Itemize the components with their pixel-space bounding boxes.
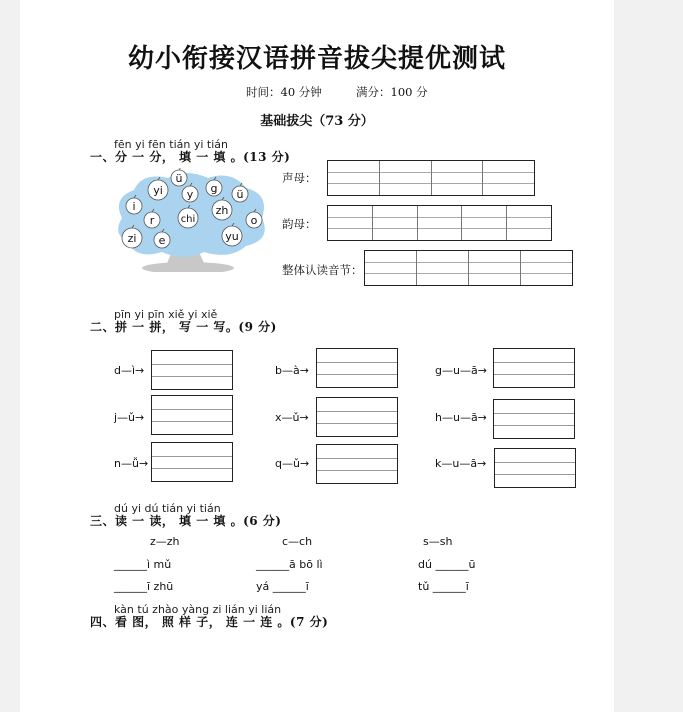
fill-item-4[interactable]: ______ī zhū bbox=[114, 580, 174, 593]
fill-item-5[interactable]: yá ______ī bbox=[256, 580, 309, 593]
whole-syllable-label: 整体认读音节： bbox=[282, 263, 363, 277]
tree-letter: r bbox=[149, 214, 155, 227]
spell-answer-box-9[interactable] bbox=[494, 448, 576, 488]
spell-answer-box-3[interactable] bbox=[493, 348, 575, 388]
spell-item-1: d—ì→ bbox=[114, 364, 145, 377]
spell-answer-box-4[interactable] bbox=[151, 395, 233, 435]
spell-item-3: g—u—ā→ bbox=[435, 364, 487, 377]
pair-c-ch: c—ch bbox=[282, 535, 313, 548]
section-header: 基础拔尖（73 分） bbox=[260, 114, 374, 129]
pair-s-sh: s—sh bbox=[423, 535, 453, 548]
tree-letter: ü bbox=[236, 188, 244, 201]
fill-item-3[interactable]: dú ______ū bbox=[418, 558, 476, 571]
initials-grid[interactable] bbox=[327, 160, 535, 196]
spell-item-5: x—ǔ→ bbox=[275, 411, 309, 424]
whole-syllable-grid[interactable] bbox=[364, 250, 573, 286]
time-label: 时间：40 分钟 bbox=[246, 85, 322, 99]
document-page bbox=[20, 0, 614, 712]
q3-title: 三、读 一 读， 填 一 填 。(6 分) bbox=[90, 514, 282, 528]
pair-z-zh: z—zh bbox=[150, 535, 180, 548]
tree-letter: o bbox=[250, 214, 258, 227]
spell-item-2: b—à→ bbox=[275, 364, 309, 377]
tree-letter: e bbox=[158, 234, 166, 247]
apple-tree-illustration bbox=[112, 168, 272, 272]
tree-letter: yu bbox=[225, 230, 239, 243]
q4-title: 四、看 图， 照 样 子， 连 一 连 。(7 分) bbox=[90, 615, 329, 629]
fill-item-1[interactable]: ______ì mǔ bbox=[114, 558, 172, 571]
fill-item-6[interactable]: tǔ ______ī bbox=[418, 580, 469, 593]
tree-letter: ü bbox=[175, 172, 183, 185]
spell-answer-box-2[interactable] bbox=[316, 348, 398, 388]
finals-label: 韵母： bbox=[282, 217, 317, 231]
q2-title: 二、拼 一 拼， 写 一 写。(9 分) bbox=[90, 320, 277, 334]
fill-item-2[interactable]: ______ā bō lì bbox=[256, 558, 323, 571]
initials-label: 声母： bbox=[282, 171, 317, 185]
q1-title: 一、分 一 分， 填 一 填 。(13 分) bbox=[90, 150, 291, 164]
tree-letter: zh bbox=[215, 204, 229, 217]
spell-answer-box-6[interactable] bbox=[493, 399, 575, 439]
q1-pinyin: fēn yi fēn tián yi tián bbox=[114, 138, 229, 151]
spell-item-9: k—u—ā→ bbox=[435, 457, 487, 470]
tree-letter: y bbox=[186, 188, 194, 201]
tree-letter: chi bbox=[180, 214, 196, 225]
tree-letter: zi bbox=[127, 232, 137, 245]
spell-answer-box-5[interactable] bbox=[316, 397, 398, 437]
score-label: 满分：100 分 bbox=[356, 85, 428, 99]
q4-pinyin: kàn tú zhào yàng zi lián yi lián bbox=[114, 603, 282, 616]
spell-item-8: q—ǔ→ bbox=[275, 457, 310, 470]
spell-item-7: n—ǚ→ bbox=[114, 457, 149, 470]
tree-letter: yi bbox=[153, 184, 163, 197]
q3-pinyin: dú yi dú tián yi tián bbox=[114, 502, 221, 515]
scrollbar[interactable] bbox=[675, 0, 683, 712]
spell-answer-box-8[interactable] bbox=[316, 444, 398, 484]
page-title: 幼小衔接汉语拼音拔尖提优测试 bbox=[127, 44, 506, 74]
finals-grid[interactable] bbox=[327, 205, 552, 241]
tree-letter: i bbox=[132, 200, 136, 213]
spell-answer-box-7[interactable] bbox=[151, 442, 233, 482]
q2-pinyin: pīn yi pīn xiě yi xiě bbox=[114, 308, 218, 321]
spell-item-6: h—u—ā→ bbox=[435, 411, 487, 424]
spell-answer-box-1[interactable] bbox=[151, 350, 233, 390]
spell-item-4: j—ǔ→ bbox=[114, 411, 145, 424]
tree-letter: g bbox=[210, 182, 218, 195]
